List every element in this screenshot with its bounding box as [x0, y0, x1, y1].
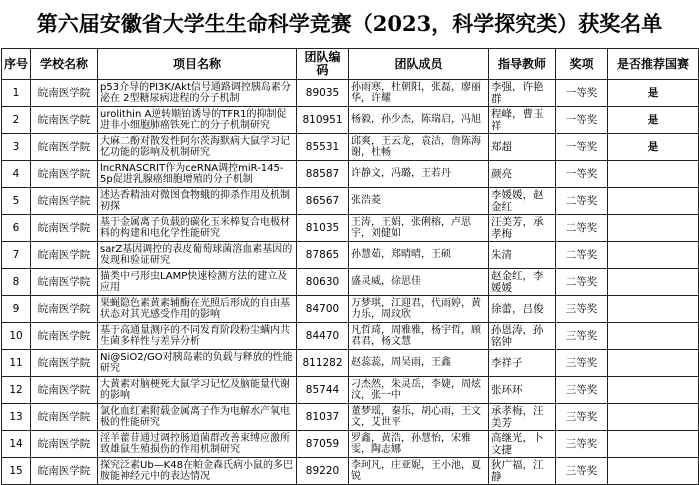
award-table: [1, 48, 699, 485]
table-row: [2, 80, 699, 107]
header-school: 学校名称: [31, 49, 98, 80]
cell-members: 王涛，王娟，张俐榕，卢思宇，刘健如: [349, 215, 489, 242]
cell-no: 5: [2, 188, 31, 215]
header-project: 项目名称: [98, 49, 297, 80]
cell-school: 皖南医学院: [31, 242, 98, 269]
cell-school: 皖南医学院: [31, 296, 98, 323]
table-row: [2, 188, 699, 215]
header-no: 序号: [2, 49, 31, 80]
cell-award: 二等奖: [556, 242, 608, 269]
cell-recommend: [608, 377, 699, 404]
cell-code: 81037: [297, 404, 349, 431]
cell-members: 凡哲琦，周雅雅，杨宇哲，顾君君，杨文慧: [349, 323, 489, 350]
cell-teacher: 李媛媛，赵金红: [489, 188, 556, 215]
cell-teacher: 李强，许艳群: [489, 80, 556, 107]
cell-recommend: [608, 242, 699, 269]
table-row: [2, 269, 699, 296]
cell-project: 大黄素对脑梗死大鼠学习记忆及脑能量代谢的影响: [98, 377, 297, 404]
cell-recommend: [608, 161, 699, 188]
cell-no: 11: [2, 350, 31, 377]
cell-members: 李珂凡，庄亚妮，王小池，夏锐: [349, 458, 489, 485]
cell-code: 81035: [297, 215, 349, 242]
cell-members: 许静文，冯璐，王若丹: [349, 161, 489, 188]
cell-no: 7: [2, 242, 31, 269]
cell-code: 86567: [297, 188, 349, 215]
table-row: [2, 242, 699, 269]
cell-award: 二等奖: [556, 269, 608, 296]
cell-award: 三等奖: [556, 296, 608, 323]
cell-recommend: [608, 215, 699, 242]
cell-members: 邱爽，王云龙，袁洁，詹陈海谢，杜畅: [349, 134, 489, 161]
cell-no: 1: [2, 80, 31, 107]
cell-school: 皖南医学院: [31, 458, 98, 485]
cell-recommend: [608, 296, 699, 323]
table-row: [2, 458, 699, 485]
cell-teacher: 赵金红，李媛媛: [489, 269, 556, 296]
cell-project: 述达香精油对微图食物蛾的抑杀作用及机制初探: [98, 188, 297, 215]
cell-code: 85744: [297, 377, 349, 404]
cell-code: 80630: [297, 269, 349, 296]
cell-teacher: 郑超: [489, 134, 556, 161]
cell-no: 2: [2, 107, 31, 134]
cell-members: 董梦瑶，秦乐，胡心雨，王文文，艾世平: [349, 404, 489, 431]
header-code: 团队编码: [297, 49, 349, 80]
cell-teacher: 朱清: [489, 242, 556, 269]
cell-school: 皖南医学院: [31, 107, 98, 134]
cell-award: 三等奖: [556, 377, 608, 404]
cell-code: 84470: [297, 323, 349, 350]
cell-teacher: 汪美芳，承孝梅: [489, 215, 556, 242]
cell-code: 88587: [297, 161, 349, 188]
cell-recommend: [608, 431, 699, 458]
cell-project: 基于金属离子负载的碳化玉米棒复合电极材料的构建和电化学性能研究: [98, 215, 297, 242]
cell-no: 8: [2, 269, 31, 296]
cell-award: 三等奖: [556, 404, 608, 431]
cell-members: 张浩菱: [349, 188, 489, 215]
cell-no: 3: [2, 134, 31, 161]
cell-members: 刁杰然，朱灵岳，李婕，周炫汶，张一中: [349, 377, 489, 404]
cell-school: 皖南医学院: [31, 80, 98, 107]
cell-project: p53介导的PI3K/Akt信号通路调控胰岛素分泌在 2型糖尿病进程的分子机制: [98, 80, 297, 107]
cell-no: 14: [2, 431, 31, 458]
cell-award: 一等奖: [556, 134, 608, 161]
header-recommend: 是否推荐国赛: [608, 49, 699, 80]
table-row: [2, 431, 699, 458]
cell-award: 三等奖: [556, 323, 608, 350]
header-award: 奖项: [556, 49, 608, 80]
cell-no: 15: [2, 458, 31, 485]
cell-project: Ni@SiO2/GO对胰岛素的负载与释放的性能研究: [98, 350, 297, 377]
cell-school: 皖南医学院: [31, 188, 98, 215]
cell-school: 皖南医学院: [31, 215, 98, 242]
cell-no: 9: [2, 296, 31, 323]
cell-code: 811282: [297, 350, 349, 377]
cell-project: 淫羊藿苷通过调控肠道菌群改善束缚应激所致雄鼠生殖损伤的作用机制研究: [98, 431, 297, 458]
cell-teacher: 颜亮: [489, 161, 556, 188]
table-row: [2, 161, 699, 188]
cell-award: 二等奖: [556, 188, 608, 215]
cell-school: 皖南医学院: [31, 404, 98, 431]
header-teacher: 指导教师: [489, 49, 556, 80]
cell-school: 皖南医学院: [31, 377, 98, 404]
cell-code: 810951: [297, 107, 349, 134]
cell-project: 探究泛素Ub—K48在帕金森氏病小鼠的多巴胺能神经元中的表达情况: [98, 458, 297, 485]
cell-members: 盛灵威，徐思佳: [349, 269, 489, 296]
cell-recommend: [608, 458, 699, 485]
cell-recommend: [608, 404, 699, 431]
cell-school: 皖南医学院: [31, 269, 98, 296]
cell-no: 4: [2, 161, 31, 188]
cell-award: 一等奖: [556, 107, 608, 134]
table-row: [2, 323, 699, 350]
cell-no: 12: [2, 377, 31, 404]
cell-teacher: 程峰，曹玉祥: [489, 107, 556, 134]
cell-members: 罗鑫，黄浩，孙慧怡，宋雅雯，陶志娜: [349, 431, 489, 458]
cell-project: sarZ基因调控的表皮葡萄球菌溶血素基因的发现和验证研究: [98, 242, 297, 269]
table-header-row: [2, 49, 699, 80]
cell-award: 三等奖: [556, 431, 608, 458]
document-title: 第六届安徽省大学生生命科学竞赛（2023，科学探究类）获奖名单: [36, 11, 663, 36]
cell-school: 皖南医学院: [31, 431, 98, 458]
cell-project: 基于高通量测序的不同发育阶段粉尘螨内共生菌多样性与差异分析: [98, 323, 297, 350]
table-row: [2, 215, 699, 242]
cell-no: 10: [2, 323, 31, 350]
cell-award: 二等奖: [556, 215, 608, 242]
cell-teacher: 张环环: [489, 377, 556, 404]
cell-project: 猫类中弓形虫LAMP快速检测方法的建立及应用: [98, 269, 297, 296]
table-row: [2, 404, 699, 431]
cell-award: 三等奖: [556, 458, 608, 485]
cell-school: 皖南医学院: [31, 350, 98, 377]
cell-members: 赵蕊蕊，周吴雨，王鑫: [349, 350, 489, 377]
cell-teacher: 高继光，卜文捷: [489, 431, 556, 458]
cell-project: 大麻二酚对散发性阿尔茨海默病大鼠学习记忆功能的影响及机制研究: [98, 134, 297, 161]
table-body: [2, 80, 699, 485]
cell-code: 87059: [297, 431, 349, 458]
cell-code: 89035: [297, 80, 349, 107]
cell-teacher: 狄广福，江静: [489, 458, 556, 485]
cell-recommend: [608, 269, 699, 296]
cell-teacher: 孙恩涛，孙铭钟: [489, 323, 556, 350]
table-row: [2, 134, 699, 161]
cell-recommend: 是: [608, 80, 699, 107]
cell-award: 三等奖: [556, 350, 608, 377]
cell-school: 皖南医学院: [31, 161, 98, 188]
cell-code: 84700: [297, 296, 349, 323]
cell-school: 皖南医学院: [31, 323, 98, 350]
table-row: [2, 350, 699, 377]
table-row: [2, 107, 699, 134]
cell-members: 杨毅，孙少杰，陈瑞启，冯旭: [349, 107, 489, 134]
header-members: 团队成员: [349, 49, 489, 80]
cell-recommend: 是: [608, 134, 699, 161]
table-row: [2, 296, 699, 323]
cell-members: 孙慧茹，郑晴晴，王硕: [349, 242, 489, 269]
cell-teacher: 承孝梅，汪美芳: [489, 404, 556, 431]
cell-recommend: 是: [608, 107, 699, 134]
cell-teacher: 李祥子: [489, 350, 556, 377]
cell-school: 皖南医学院: [31, 134, 98, 161]
cell-award: 一等奖: [556, 161, 608, 188]
cell-award: 一等奖: [556, 80, 608, 107]
cell-teacher: 徐蕾，吕俊: [489, 296, 556, 323]
cell-code: 89220: [297, 458, 349, 485]
cell-no: 6: [2, 215, 31, 242]
cell-members: 孙雨寒，杜朝阳，张磊，廖丽华，许耀: [349, 80, 489, 107]
cell-project: 果蝇隐色素黄素辅酶在光照后形成的自由基状态对其光感受作用的影响: [98, 296, 297, 323]
cell-project: lncRNASCRIT作为ceRNA调控miR-145-5p促进乳腺癌细胞增殖的分子机制: [98, 161, 297, 188]
cell-code: 85531: [297, 134, 349, 161]
cell-members: 万梦琪，江迎君，代雨婷，黄力乐，周玟欣: [349, 296, 489, 323]
table-row: [2, 377, 699, 404]
cell-project: 氯化血红素附载金属离子作为电解水产氧电极的性能研究: [98, 404, 297, 431]
cell-project: urolithin A逆转顺铂诱导的TFR1的抑制促进非小细胞肺癌铁死亡的分子机制研究: [98, 107, 297, 134]
cell-recommend: [608, 188, 699, 215]
cell-no: 13: [2, 404, 31, 431]
cell-recommend: [608, 350, 699, 377]
cell-code: 87865: [297, 242, 349, 269]
cell-recommend: [608, 323, 699, 350]
